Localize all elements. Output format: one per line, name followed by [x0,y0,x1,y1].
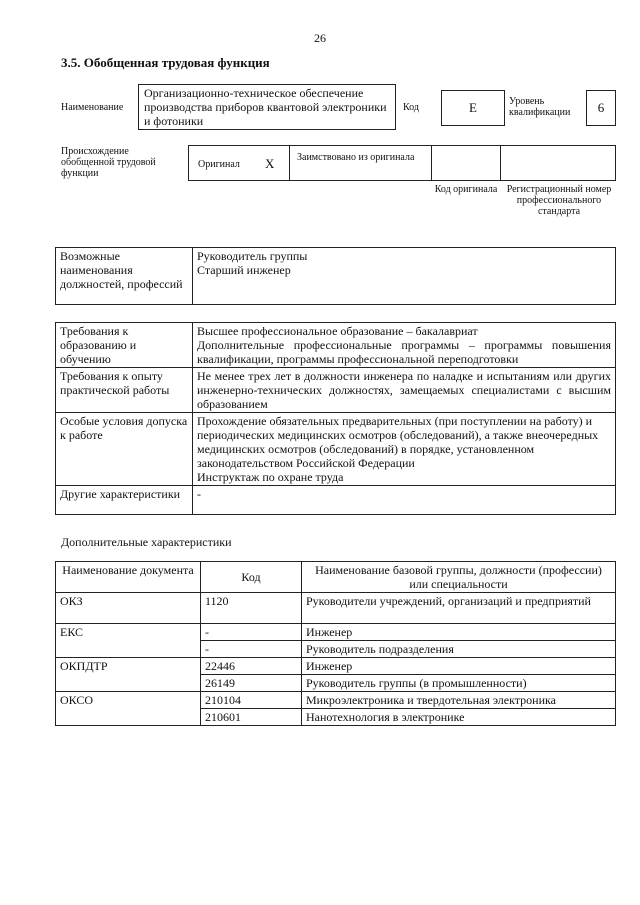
table-row [56,709,616,726]
code-original-cell [431,145,501,181]
doc-cell: ЕКС [56,624,201,641]
reg-number-caption: Регистрационный номер профессионального стандарта [506,184,612,217]
doc-cell: ОКЗ [56,593,201,624]
code-cell: - [201,624,302,641]
code-cell: 210601 [201,709,302,726]
name-cell: Микроэлектроника и твердотельная электроника [302,692,616,709]
origin-label: Происхождение обобщенной трудовой функции [61,146,156,179]
code-cell: 26149 [201,675,302,692]
table-row [56,675,616,692]
req-text: Высшее профессиональное образование – бакалавриат Дополнительные профессиональные программы – программы повышения квалификации, программы профессиональной переподготовки [193,323,616,368]
table-row [56,368,616,413]
position-item: Старший инженер [197,263,291,277]
table-header-row [56,562,616,593]
table-row [56,593,616,624]
table-row [56,486,616,515]
table-row [56,641,616,658]
code-label: Код [403,102,419,113]
doc-cell [56,675,201,692]
header-name: Наименование базовой группы, должности (профессии) или специальности [302,562,616,593]
borrowed-label: Заимствовано из оригинала [297,152,415,163]
doc-cell: ОКПДТР [56,658,201,675]
req-label: Требования к образованию и обучению [56,323,193,368]
positions-label: Возможные наименования должностей, профессий [56,248,193,305]
table-row [56,624,616,641]
req-text: - [193,486,616,515]
name-label: Наименование [61,102,124,113]
page-number: 26 [314,31,326,45]
level-value: 6 [586,90,616,126]
requirements-table [55,322,616,515]
additional-title: Дополнительные характеристики [61,535,232,549]
req-label: Особые условия допуска к работе [56,413,193,486]
name-cell: Руководитель подразделения [302,641,616,658]
original-cell [188,145,290,181]
original-mark: X [265,156,275,171]
reg-number-cell [500,145,616,181]
header-document: Наименование документа [56,562,201,593]
table-row [56,692,616,709]
doc-cell [56,641,201,658]
name-cell: Руководитель группы (в промышленности) [302,675,616,692]
code-original-caption: Код оригинала [434,184,498,195]
positions-table [55,247,616,305]
borrowed-cell [289,145,432,181]
additional-table [55,561,616,726]
code-cell: 22446 [201,658,302,675]
section-title: 3.5. Обобщенная трудовая функция [61,55,270,70]
original-label: Оригинал [198,159,240,170]
position-item: Руководитель группы [197,249,308,263]
name-cell: Инженер [302,658,616,675]
doc-cell [56,709,201,726]
req-text: Прохождение обязательных предварительных (при поступлении на работу) и периодических медицинских осмотров (обследований), а также внеочередных медицинских осмотров (обследований) в порядке, установленном законодательством Российской Федерации Инструктаж по охране труда [193,413,616,486]
code-cell: - [201,641,302,658]
req-label: Другие характеристики [56,486,193,515]
table-row [56,413,616,486]
code-cell: 210104 [201,692,302,709]
header-code: Код [201,562,302,593]
level-label: Уровень квалификации [509,96,571,118]
positions-values [193,248,616,305]
name-value: Организационно-техническое обеспечение производства приборов квантовой электроники и фотоники [138,84,396,130]
doc-cell: ОКСО [56,692,201,709]
name-cell: Инженер [302,624,616,641]
name-cell: Нанотехнология в электронике [302,709,616,726]
name-cell: Руководители учреждений, организаций и предприятий [302,593,616,624]
table-row [56,658,616,675]
table-row [56,323,616,368]
code-value: E [441,90,505,126]
code-cell: 1120 [201,593,302,624]
req-text: Не менее трех лет в должности инженера по наладке и испытаниям или других инженерно-технических должностях, замещаемых специалистами с высшим образованием [193,368,616,413]
req-label: Требования к опыту практической работы [56,368,193,413]
table-row [56,248,616,305]
